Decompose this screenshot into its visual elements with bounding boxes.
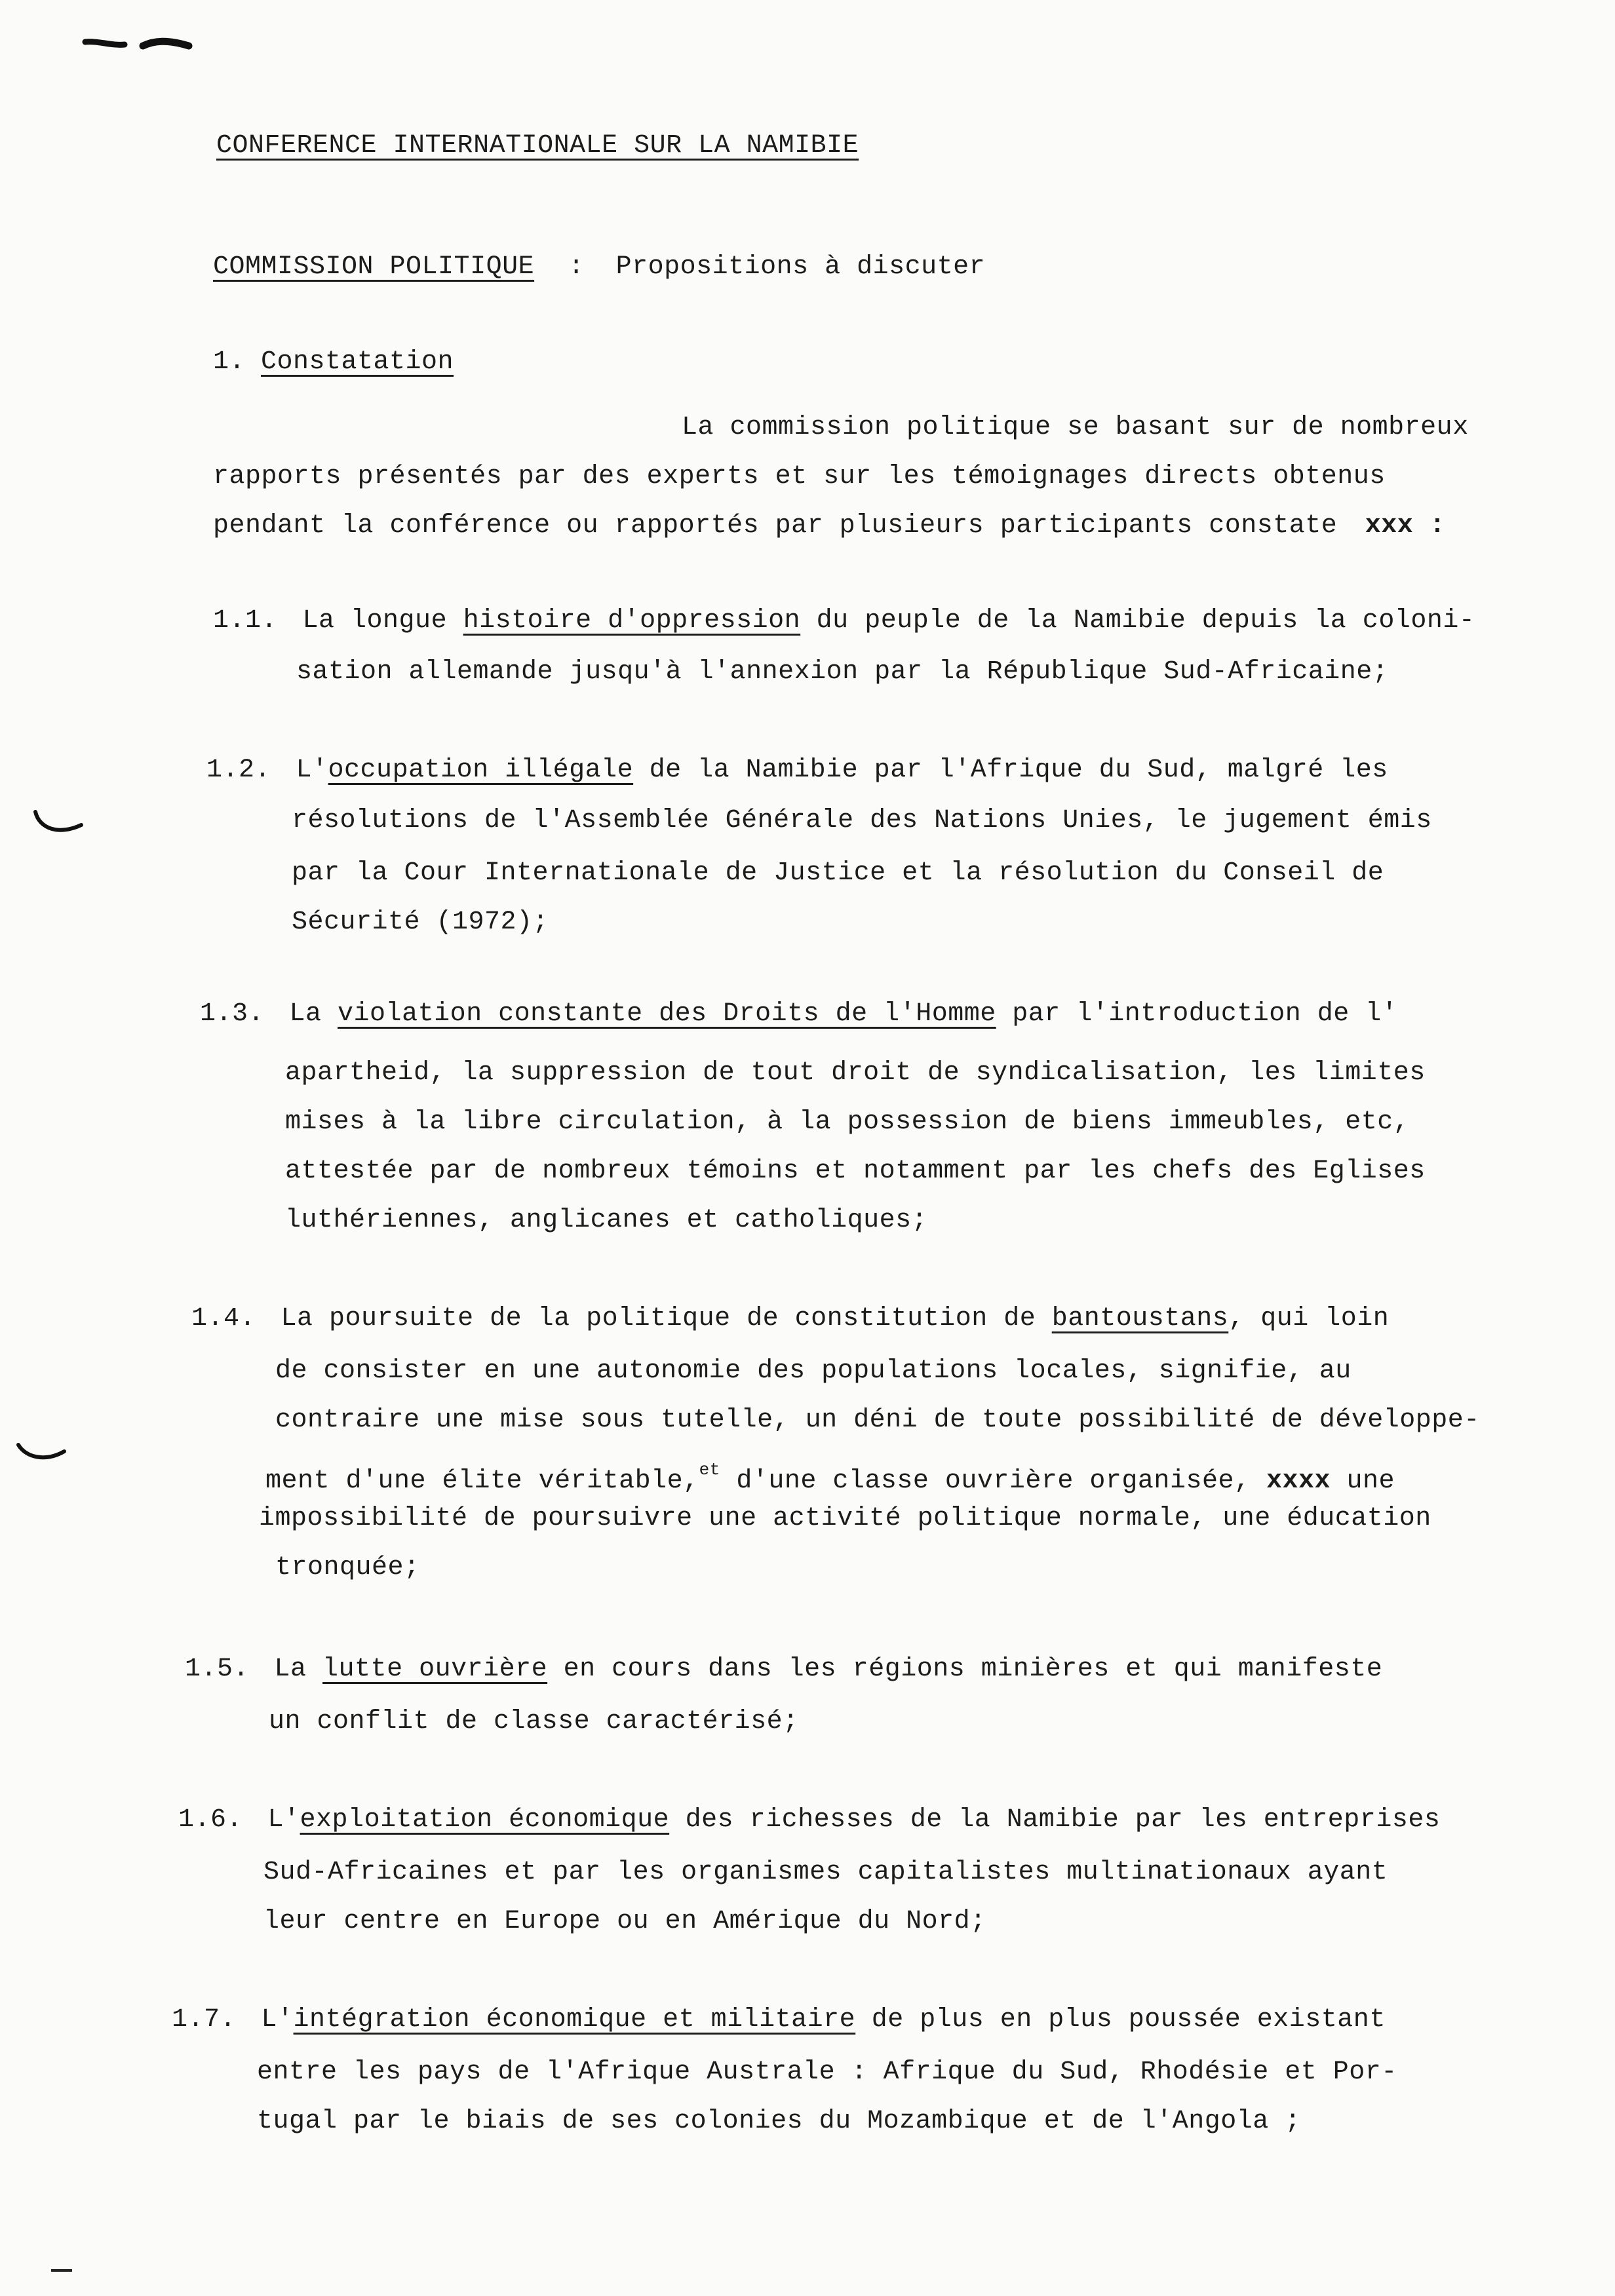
- item-1-4-line-3: contraire une mise sous tutelle, un déni de toute possibilité de développe-: [275, 1406, 1480, 1435]
- scan-mark-top-left: [79, 26, 203, 59]
- item-1-3-line-3: mises à la libre circulation, à la possession de biens immeubles, etc,: [285, 1107, 1410, 1137]
- punch-hole-mark-lower: [13, 1432, 79, 1478]
- item-text: La poursuite de la politique de constitution de: [281, 1304, 1052, 1333]
- section-title: Constatation: [261, 347, 454, 377]
- item-text: de plus en plus poussée existant: [855, 2005, 1386, 2035]
- item-1-4-line-6: tronquée;: [275, 1553, 420, 1582]
- section-heading: [213, 344, 454, 381]
- handwritten-insert: et: [699, 1460, 720, 1480]
- item-1-1-line-2: sation allemande jusqu'à l'annexion par la République Sud-Africaine;: [296, 657, 1389, 687]
- section-number: 1.: [213, 347, 246, 377]
- document-title: CONFERENCE INTERNATIONALE SUR LA NAMIBIE: [216, 131, 859, 161]
- item-1-4-line-4: [265, 1451, 1395, 1500]
- commission-subtitle: Propositions à discuter: [615, 252, 986, 282]
- item-1-2-line-2: résolutions de l'Assemblée Générale des Nations Unies, le jugement émis: [292, 806, 1432, 835]
- item-1-7-line-2: entre les pays de l'Afrique Australe : Afrique du Sud, Rhodésie et Por-: [257, 2057, 1397, 2087]
- item-text: L': [296, 756, 328, 785]
- item-1-3-line-5: luthériennes, anglicanes et catholiques;: [285, 1206, 928, 1235]
- item-number: 1.3.: [200, 999, 265, 1029]
- item-number: 1.6.: [178, 1805, 243, 1835]
- item-text: La longue: [302, 606, 463, 636]
- item-1-4-line-1: [191, 1301, 1389, 1337]
- item-1-4-line-5: impossibilité de poursuivre une activité politique normale, une éducation: [259, 1504, 1431, 1533]
- item-text: ment d'une élite véritable,: [265, 1466, 699, 1496]
- item-key-phrase: occupation illégale: [328, 756, 634, 785]
- item-text: de la Namibie par l'Afrique du Sud, malgré les: [633, 756, 1388, 785]
- item-1-7-line-1: [172, 2002, 1386, 2038]
- item-text: L': [267, 1805, 300, 1835]
- item-key-phrase: exploitation économique: [300, 1805, 670, 1835]
- item-text: La: [274, 1655, 323, 1684]
- item-text: une: [1331, 1466, 1395, 1496]
- punch-hole-mark-upper: [26, 803, 92, 849]
- item-number: 1.2.: [206, 756, 271, 785]
- item-1-5-line-1: [185, 1651, 1382, 1688]
- item-1-1-line-1: [213, 603, 1475, 640]
- item-1-3-line-4: attestée par de nombreux témoins et notamment par les chefs des Eglises: [285, 1157, 1426, 1186]
- item-1-6-line-1: [178, 1802, 1440, 1839]
- commission-separator: :: [568, 252, 585, 282]
- item-1-2-line-3: par la Cour Internationale de Justice et la résolution du Conseil de: [292, 858, 1384, 888]
- item-1-5-line-2: un conflit de classe caractérisé;: [269, 1707, 799, 1736]
- scan-mark-bottom-left: [46, 2264, 85, 2277]
- item-1-2-line-1: [206, 752, 1388, 789]
- item-key-phrase: violation constante des Droits de l'Homme: [338, 999, 996, 1029]
- intro-line-2: rapports présentés par des experts et sur les témoignages directs obtenus: [213, 462, 1386, 491]
- item-1-6-line-3: leur centre en Europe ou en Amérique du Nord;: [263, 1907, 986, 1936]
- intro-line-3-text: pendant la conférence ou rapportés par plusieurs participants constate: [213, 511, 1338, 541]
- item-1-6-line-2: Sud-Africaines et par les organismes capitalistes multinationaux ayant: [263, 1858, 1388, 1887]
- item-text: La: [289, 999, 338, 1029]
- intro-line-1: La commission politique se basant sur de nombreux: [682, 413, 1469, 442]
- item-number: 1.7.: [172, 2005, 237, 2035]
- item-number: 1.4.: [191, 1304, 256, 1333]
- commission-label: COMMISSION POLITIQUE: [213, 252, 535, 282]
- item-1-3-line-2: apartheid, la suppression de tout droit de syndicalisation, les limites: [285, 1058, 1426, 1088]
- item-number: 1.1.: [213, 606, 278, 636]
- item-key-phrase: bantoustans: [1051, 1304, 1229, 1333]
- item-1-3-line-1: [200, 996, 1397, 1033]
- item-text: des richesses de la Namibie par les entreprises: [669, 1805, 1441, 1835]
- item-number: 1.5.: [185, 1655, 250, 1684]
- intro-strikeout: xxx :: [1365, 511, 1446, 541]
- intro-line-3: [213, 508, 1445, 545]
- item-text: , qui loin: [1228, 1304, 1390, 1333]
- item-1-7-line-3: tugal par le biais de ses colonies du Mozambique et de l'Angola ;: [257, 2107, 1301, 2136]
- commission-line: [213, 249, 985, 286]
- item-key-phrase: histoire d'oppression: [463, 606, 801, 636]
- item-text: par l'introduction de l': [996, 999, 1398, 1029]
- item-text: en cours dans les régions minières et qui manifeste: [547, 1655, 1383, 1684]
- struck-out-word: xxxx: [1266, 1466, 1331, 1496]
- item-key-phrase: intégration économique et militaire: [293, 2005, 856, 2035]
- item-text: d'une classe ouvrière organisée,: [720, 1466, 1251, 1496]
- item-key-phrase: lutte ouvrière: [322, 1655, 548, 1684]
- item-1-4-line-2: de consister en une autonomie des populations locales, signifie, au: [275, 1356, 1352, 1386]
- item-1-2-line-4: Sécurité (1972);: [292, 908, 549, 937]
- item-text: du peuple de la Namibie depuis la coloni-: [800, 606, 1475, 636]
- item-text: L': [261, 2005, 294, 2035]
